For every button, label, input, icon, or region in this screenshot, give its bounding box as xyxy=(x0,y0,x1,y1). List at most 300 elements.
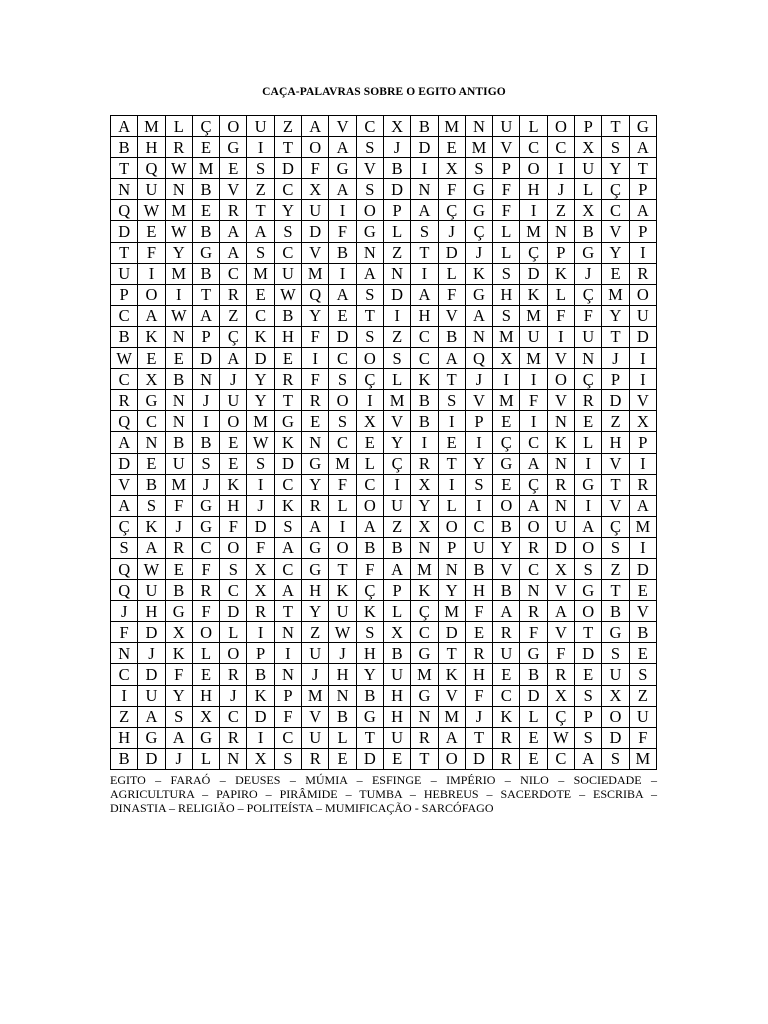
grid-cell: A xyxy=(138,305,165,326)
grid-cell: T xyxy=(465,727,492,748)
grid-cell: E xyxy=(575,664,602,685)
grid-row xyxy=(111,411,657,432)
grid-cell: L xyxy=(192,748,219,769)
grid-cell: M xyxy=(438,706,465,727)
grid-cell: D xyxy=(629,558,656,579)
grid-cell: M xyxy=(247,263,274,284)
grid-cell: B xyxy=(383,158,410,179)
grid-cell: Q xyxy=(111,558,138,579)
grid-cell: A xyxy=(165,727,192,748)
grid-cell: O xyxy=(547,369,574,390)
grid-cell: M xyxy=(165,200,192,221)
grid-cell: R xyxy=(111,390,138,411)
grid-cell: C xyxy=(547,137,574,158)
grid-cell: V xyxy=(602,495,629,516)
grid-cell: O xyxy=(329,537,356,558)
grid-cell: B xyxy=(165,432,192,453)
grid-cell: V xyxy=(629,390,656,411)
grid-cell: N xyxy=(438,558,465,579)
grid-cell: I xyxy=(111,685,138,706)
grid-cell: Y xyxy=(383,432,410,453)
grid-cell: B xyxy=(383,537,410,558)
grid-cell: I xyxy=(383,305,410,326)
grid-cell: U xyxy=(165,453,192,474)
grid-cell: E xyxy=(274,348,301,369)
grid-cell: I xyxy=(165,284,192,305)
grid-cell: E xyxy=(165,558,192,579)
grid-row xyxy=(111,474,657,495)
grid-cell: Z xyxy=(547,200,574,221)
grid-cell: Q xyxy=(465,348,492,369)
grid-cell: V xyxy=(329,116,356,137)
grid-cell: Y xyxy=(165,685,192,706)
grid-cell: J xyxy=(383,137,410,158)
grid-cell: E xyxy=(220,432,247,453)
grid-cell: O xyxy=(602,706,629,727)
grid-cell: I xyxy=(192,411,219,432)
grid-cell: A xyxy=(520,495,547,516)
grid-cell: C xyxy=(520,558,547,579)
grid-cell: T xyxy=(247,200,274,221)
grid-cell: E xyxy=(602,263,629,284)
grid-cell: Ç xyxy=(575,284,602,305)
grid-cell: Y xyxy=(247,369,274,390)
grid-cell: X xyxy=(575,200,602,221)
grid-cell: F xyxy=(302,158,329,179)
grid-cell: A xyxy=(356,263,383,284)
grid-cell: D xyxy=(302,221,329,242)
grid-cell: W xyxy=(274,284,301,305)
grid-cell: U xyxy=(138,179,165,200)
grid-cell: V xyxy=(602,221,629,242)
grid-cell: C xyxy=(220,580,247,601)
grid-cell: D xyxy=(220,601,247,622)
page-title: CAÇA-PALAVRAS SOBRE O EGITO ANTIGO xyxy=(262,86,506,98)
grid-cell: P xyxy=(629,432,656,453)
grid-cell: M xyxy=(602,284,629,305)
grid-cell: A xyxy=(629,200,656,221)
grid-cell: Y xyxy=(356,664,383,685)
grid-cell: Q xyxy=(111,200,138,221)
grid-cell: L xyxy=(493,242,520,263)
grid-cell: K xyxy=(274,432,301,453)
grid-cell: D xyxy=(411,137,438,158)
grid-cell: B xyxy=(111,326,138,347)
grid-cell: G xyxy=(220,137,247,158)
grid-cell: U xyxy=(220,390,247,411)
grid-cell: T xyxy=(438,453,465,474)
grid-cell: C xyxy=(411,622,438,643)
grid-cell: A xyxy=(274,580,301,601)
grid-cell: G xyxy=(465,200,492,221)
grid-cell: C xyxy=(411,348,438,369)
grid-cell: N xyxy=(302,432,329,453)
grid-cell: H xyxy=(465,580,492,601)
grid-cell: A xyxy=(220,221,247,242)
grid-cell: L xyxy=(438,495,465,516)
grid-cell: N xyxy=(274,622,301,643)
grid-cell: B xyxy=(329,242,356,263)
grid-cell: P xyxy=(438,537,465,558)
grid-cell: R xyxy=(547,474,574,495)
grid-cell: A xyxy=(138,537,165,558)
grid-cell: T xyxy=(602,580,629,601)
grid-cell: Ç xyxy=(438,200,465,221)
grid-cell: W xyxy=(165,158,192,179)
grid-cell: S xyxy=(575,727,602,748)
grid-cell: I xyxy=(520,200,547,221)
grid-cell: D xyxy=(602,727,629,748)
grid-cell: W xyxy=(111,348,138,369)
grid-cell: F xyxy=(111,622,138,643)
grid-cell: G xyxy=(411,685,438,706)
grid-cell: N xyxy=(165,411,192,432)
grid-cell: P xyxy=(192,326,219,347)
grid-cell: L xyxy=(438,263,465,284)
grid-cell: G xyxy=(629,116,656,137)
grid-cell: F xyxy=(438,284,465,305)
grid-cell: C xyxy=(274,727,301,748)
grid-cell: R xyxy=(629,263,656,284)
grid-row xyxy=(111,516,657,537)
grid-cell: R xyxy=(220,284,247,305)
grid-cell: M xyxy=(138,116,165,137)
grid-cell: F xyxy=(520,622,547,643)
grid-cell: I xyxy=(575,453,602,474)
grid-cell: R xyxy=(165,537,192,558)
grid-cell: V xyxy=(465,390,492,411)
grid-cell: J xyxy=(192,474,219,495)
grid-cell: T xyxy=(411,748,438,769)
grid-cell: B xyxy=(138,474,165,495)
grid-cell: I xyxy=(520,411,547,432)
grid-cell: T xyxy=(192,284,219,305)
grid-cell: N xyxy=(547,453,574,474)
grid-cell: C xyxy=(138,411,165,432)
grid-cell: N xyxy=(165,326,192,347)
grid-cell: Y xyxy=(438,580,465,601)
grid-cell: M xyxy=(302,685,329,706)
grid-cell: E xyxy=(220,453,247,474)
grid-cell: M xyxy=(493,390,520,411)
grid-row xyxy=(111,179,657,200)
grid-cell: L xyxy=(493,221,520,242)
grid-cell: U xyxy=(493,116,520,137)
grid-cell: F xyxy=(575,305,602,326)
grid-cell: F xyxy=(520,390,547,411)
grid-cell: Ç xyxy=(520,242,547,263)
grid-cell: R xyxy=(411,453,438,474)
grid-cell: I xyxy=(247,622,274,643)
grid-cell: S xyxy=(247,453,274,474)
grid-cell: C xyxy=(520,432,547,453)
grid-cell: M xyxy=(520,348,547,369)
grid-cell: K xyxy=(247,326,274,347)
grid-cell: N xyxy=(411,537,438,558)
grid-cell: U xyxy=(575,326,602,347)
grid-cell: Z xyxy=(383,242,410,263)
grid-cell: H xyxy=(192,685,219,706)
grid-cell: I xyxy=(438,411,465,432)
grid-cell: T xyxy=(602,474,629,495)
word-list-line: EGITO – FARAÓ – DEUSES – MÚMIA – ESFINGE – IMPÉRIO – NILO – SOCIEDADE – xyxy=(110,773,657,787)
grid-cell: H xyxy=(411,305,438,326)
grid-cell: P xyxy=(629,179,656,200)
grid-cell: V xyxy=(302,706,329,727)
grid-cell: U xyxy=(302,200,329,221)
grid-cell: Z xyxy=(383,326,410,347)
grid-cell: T xyxy=(411,242,438,263)
grid-cell: B xyxy=(520,664,547,685)
grid-cell: M xyxy=(438,601,465,622)
grid-row xyxy=(111,284,657,305)
grid-cell: K xyxy=(547,263,574,284)
grid-cell: R xyxy=(575,390,602,411)
grid-row xyxy=(111,748,657,769)
grid-cell: E xyxy=(165,348,192,369)
grid-cell: R xyxy=(220,200,247,221)
grid-cell: A xyxy=(247,221,274,242)
grid-cell: G xyxy=(411,643,438,664)
grid-cell: X xyxy=(383,622,410,643)
grid-cell: D xyxy=(138,664,165,685)
grid-cell: X xyxy=(438,158,465,179)
grid-cell: F xyxy=(192,558,219,579)
grid-cell: C xyxy=(493,685,520,706)
grid-cell: F xyxy=(629,727,656,748)
grid-cell: R xyxy=(302,495,329,516)
grid-cell: L xyxy=(329,727,356,748)
grid-cell: T xyxy=(629,158,656,179)
grid-cell: I xyxy=(629,537,656,558)
grid-row xyxy=(111,727,657,748)
grid-cell: S xyxy=(274,748,301,769)
grid-cell: N xyxy=(411,179,438,200)
grid-cell: V xyxy=(383,411,410,432)
grid-cell: W xyxy=(138,200,165,221)
grid-cell: E xyxy=(629,643,656,664)
grid-cell: C xyxy=(220,263,247,284)
grid-cell: D xyxy=(138,748,165,769)
grid-cell: J xyxy=(220,369,247,390)
grid-cell: G xyxy=(165,601,192,622)
grid-cell: I xyxy=(575,495,602,516)
grid-cell: C xyxy=(247,305,274,326)
grid-cell: K xyxy=(165,643,192,664)
grid-cell: I xyxy=(438,474,465,495)
grid-cell: S xyxy=(329,411,356,432)
grid-cell: L xyxy=(520,116,547,137)
grid-cell: F xyxy=(220,516,247,537)
grid-cell: W xyxy=(165,305,192,326)
grid-cell: H xyxy=(602,432,629,453)
grid-cell: O xyxy=(520,158,547,179)
grid-cell: N xyxy=(329,685,356,706)
grid-cell: O xyxy=(138,284,165,305)
grid-cell: U xyxy=(138,685,165,706)
grid-cell: L xyxy=(575,432,602,453)
grid-row xyxy=(111,200,657,221)
grid-cell: Y xyxy=(465,453,492,474)
grid-cell: P xyxy=(575,706,602,727)
grid-cell: I xyxy=(356,390,383,411)
grid-cell: F xyxy=(247,537,274,558)
grid-cell: Ç xyxy=(493,432,520,453)
grid-cell: N xyxy=(192,369,219,390)
grid-cell: V xyxy=(547,390,574,411)
grid-cell: V xyxy=(438,685,465,706)
grid-cell: F xyxy=(138,242,165,263)
grid-cell: C xyxy=(274,242,301,263)
grid-cell: F xyxy=(547,305,574,326)
grid-cell: S xyxy=(629,664,656,685)
grid-cell: O xyxy=(356,200,383,221)
grid-cell: I xyxy=(465,495,492,516)
grid-cell: A xyxy=(192,305,219,326)
word-list xyxy=(110,773,657,815)
grid-cell: A xyxy=(493,601,520,622)
grid-cell: E xyxy=(329,305,356,326)
grid-cell: V xyxy=(629,601,656,622)
grid-cell: M xyxy=(165,263,192,284)
grid-cell: R xyxy=(274,369,301,390)
grid-cell: C xyxy=(356,116,383,137)
grid-cell: K xyxy=(438,664,465,685)
grid-cell: M xyxy=(493,326,520,347)
grid-row xyxy=(111,263,657,284)
grid-cell: M xyxy=(192,158,219,179)
grid-cell: M xyxy=(438,116,465,137)
grid-cell: P xyxy=(274,685,301,706)
grid-cell: B xyxy=(165,580,192,601)
grid-cell: S xyxy=(111,537,138,558)
grid-cell: G xyxy=(575,242,602,263)
grid-cell: U xyxy=(111,263,138,284)
grid-row xyxy=(111,706,657,727)
grid-cell: B xyxy=(411,411,438,432)
grid-cell: B xyxy=(165,369,192,390)
grid-cell: P xyxy=(547,242,574,263)
grid-cell: B xyxy=(192,221,219,242)
grid-cell: P xyxy=(383,200,410,221)
grid-cell: H xyxy=(302,580,329,601)
grid-cell: E xyxy=(493,474,520,495)
grid-cell: R xyxy=(520,601,547,622)
grid-cell: U xyxy=(602,664,629,685)
grid-cell: J xyxy=(575,263,602,284)
grid-cell: Y xyxy=(411,495,438,516)
grid-cell: V xyxy=(438,305,465,326)
grid-cell: I xyxy=(247,137,274,158)
grid-cell: X xyxy=(138,369,165,390)
grid-cell: F xyxy=(493,200,520,221)
grid-cell: T xyxy=(329,558,356,579)
grid-cell: K xyxy=(138,326,165,347)
grid-cell: E xyxy=(438,137,465,158)
grid-cell: A xyxy=(465,305,492,326)
grid-cell: O xyxy=(520,516,547,537)
grid-cell: A xyxy=(302,516,329,537)
grid-cell: J xyxy=(465,242,492,263)
grid-cell: L xyxy=(220,622,247,643)
grid-cell: E xyxy=(493,664,520,685)
grid-cell: P xyxy=(465,411,492,432)
grid-cell: A xyxy=(383,558,410,579)
grid-cell: S xyxy=(465,474,492,495)
grid-cell: Z xyxy=(247,179,274,200)
grid-cell: I xyxy=(329,516,356,537)
grid-cell: Y xyxy=(602,242,629,263)
grid-cell: X xyxy=(411,474,438,495)
grid-cell: A xyxy=(629,495,656,516)
grid-cell: L xyxy=(383,601,410,622)
grid-cell: J xyxy=(220,685,247,706)
grid-cell: B xyxy=(356,537,383,558)
grid-cell: M xyxy=(520,305,547,326)
grid-cell: C xyxy=(547,748,574,769)
grid-cell: V xyxy=(356,158,383,179)
grid-cell: X xyxy=(302,179,329,200)
grid-cell: Z xyxy=(220,305,247,326)
grid-cell: N xyxy=(575,348,602,369)
grid-cell: F xyxy=(465,685,492,706)
grid-cell: I xyxy=(247,474,274,495)
grid-row xyxy=(111,326,657,347)
grid-cell: T xyxy=(602,326,629,347)
grid-row xyxy=(111,580,657,601)
grid-cell: I xyxy=(329,200,356,221)
grid-cell: E xyxy=(138,348,165,369)
grid-cell: N xyxy=(165,390,192,411)
grid-cell: J xyxy=(302,664,329,685)
grid-cell: N xyxy=(465,326,492,347)
grid-cell: A xyxy=(274,537,301,558)
grid-cell: Ç xyxy=(356,580,383,601)
grid-cell: R xyxy=(493,727,520,748)
grid-cell: D xyxy=(547,537,574,558)
grid-cell: Q xyxy=(138,158,165,179)
grid-cell: T xyxy=(438,369,465,390)
grid-cell: G xyxy=(302,537,329,558)
grid-cell: Y xyxy=(302,474,329,495)
grid-cell: E xyxy=(192,137,219,158)
grid-cell: I xyxy=(247,727,274,748)
grid-cell: G xyxy=(138,727,165,748)
grid-cell: D xyxy=(438,242,465,263)
grid-cell: G xyxy=(138,390,165,411)
grid-cell: Ç xyxy=(383,453,410,474)
grid-cell: N xyxy=(547,221,574,242)
grid-cell: K xyxy=(547,432,574,453)
grid-cell: S xyxy=(165,706,192,727)
grid-cell: Y xyxy=(493,537,520,558)
grid-cell: B xyxy=(111,748,138,769)
grid-cell: I xyxy=(411,432,438,453)
grid-cell: R xyxy=(493,622,520,643)
grid-cell: R xyxy=(192,580,219,601)
grid-cell: K xyxy=(411,369,438,390)
grid-cell: K xyxy=(247,685,274,706)
grid-cell: N xyxy=(411,706,438,727)
grid-cell: B xyxy=(111,137,138,158)
grid-cell: A xyxy=(575,516,602,537)
grid-cell: X xyxy=(247,748,274,769)
grid-cell: S xyxy=(274,516,301,537)
grid-cell: L xyxy=(165,116,192,137)
grid-cell: T xyxy=(602,116,629,137)
grid-cell: R xyxy=(493,748,520,769)
grid-cell: G xyxy=(192,727,219,748)
